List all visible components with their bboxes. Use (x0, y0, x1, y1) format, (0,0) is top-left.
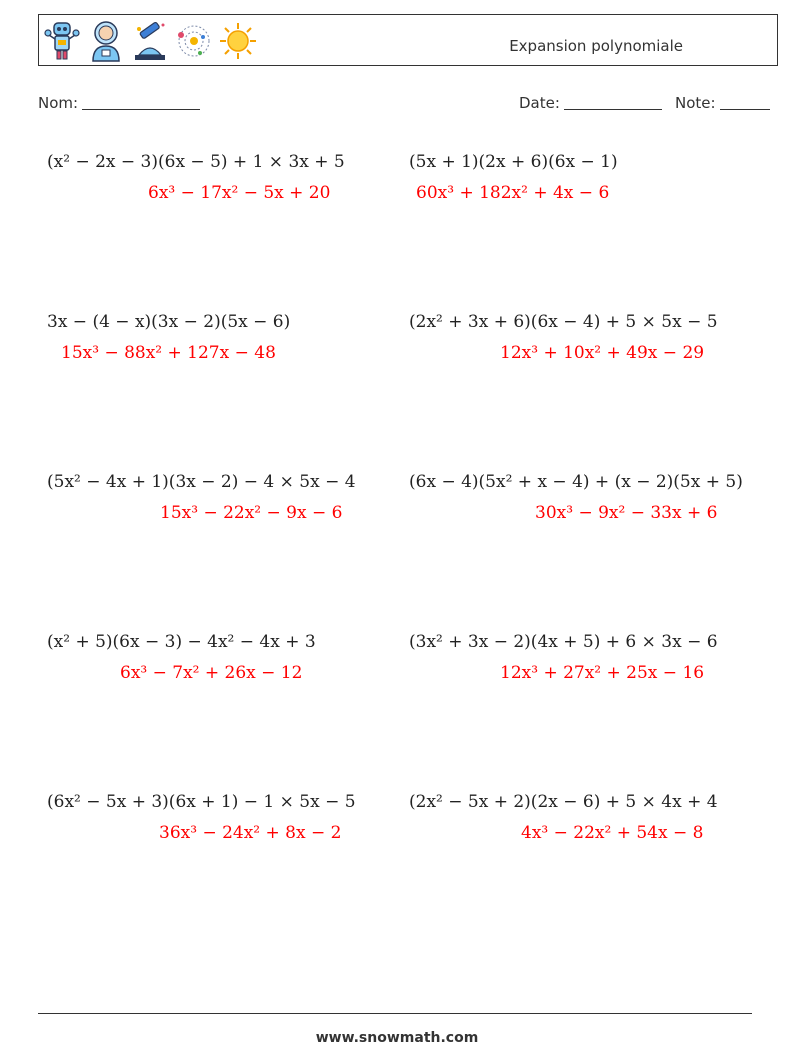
problem-answer: 6x³ − 7x² + 26x − 12 (120, 663, 303, 683)
telescope-icon (131, 19, 169, 63)
problem-expression: (5x + 1)(2x + 6)(6x − 1) (409, 152, 618, 172)
astronaut-icon (87, 19, 125, 63)
problem-expression: (2x² − 5x + 2)(2x − 6) + 5 × 4x + 4 (409, 792, 718, 812)
solar-system-icon (175, 19, 213, 63)
worksheet-title: Expansion polynomiale (509, 37, 683, 55)
problem-expression: (x² − 2x − 3)(6x − 5) + 1 × 3x + 5 (47, 152, 345, 172)
problem-expression: 3x − (4 − x)(3x − 2)(5x − 6) (47, 312, 291, 332)
name-field (38, 94, 200, 112)
date-blank-line (564, 109, 662, 110)
problem-expression: (5x² − 4x + 1)(3x − 2) − 4 × 5x − 4 (47, 472, 356, 492)
problem-answer: 36x³ − 24x² + 8x − 2 (159, 823, 342, 843)
problem-answer: 15x³ − 22x² − 9x − 6 (160, 503, 343, 523)
problem-answer: 15x³ − 88x² + 127x − 48 (61, 343, 276, 363)
header-icons (43, 19, 257, 63)
problem-answer: 30x³ − 9x² − 33x + 6 (535, 503, 718, 523)
name-blank-line (82, 109, 200, 110)
grade-field (675, 94, 770, 112)
problem-answer: 4x³ − 22x² + 54x − 8 (521, 823, 704, 843)
problem-answer: 12x³ + 10x² + 49x − 29 (500, 343, 705, 363)
problem-expression: (x² + 5)(6x − 3) − 4x² − 4x + 3 (47, 632, 316, 652)
footer-divider (38, 1013, 752, 1014)
date-label: Date: (519, 94, 560, 112)
problem-expression: (6x − 4)(5x² + x − 4) + (x − 2)(5x + 5) (409, 472, 743, 492)
problem-answer: 60x³ + 182x² + 4x − 6 (416, 183, 610, 203)
date-field (519, 94, 662, 112)
problem-expression: (2x² + 3x + 6)(6x − 4) + 5 × 5x − 5 (409, 312, 718, 332)
grade-blank-line (720, 109, 770, 110)
problem-expression: (3x² + 3x − 2)(4x + 5) + 6 × 3x − 6 (409, 632, 718, 652)
worksheet-header (38, 14, 778, 66)
name-label: Nom: (38, 94, 79, 112)
footer-website: www.snowmath.com (315, 1030, 479, 1046)
sun-icon (219, 19, 257, 63)
robot-icon (43, 19, 81, 63)
problem-expression: (6x² − 5x + 3)(6x + 1) − 1 × 5x − 5 (47, 792, 356, 812)
problem-answer: 6x³ − 17x² − 5x + 20 (148, 183, 331, 203)
grade-label: Note: (675, 94, 716, 112)
problem-answer: 12x³ + 27x² + 25x − 16 (500, 663, 705, 683)
